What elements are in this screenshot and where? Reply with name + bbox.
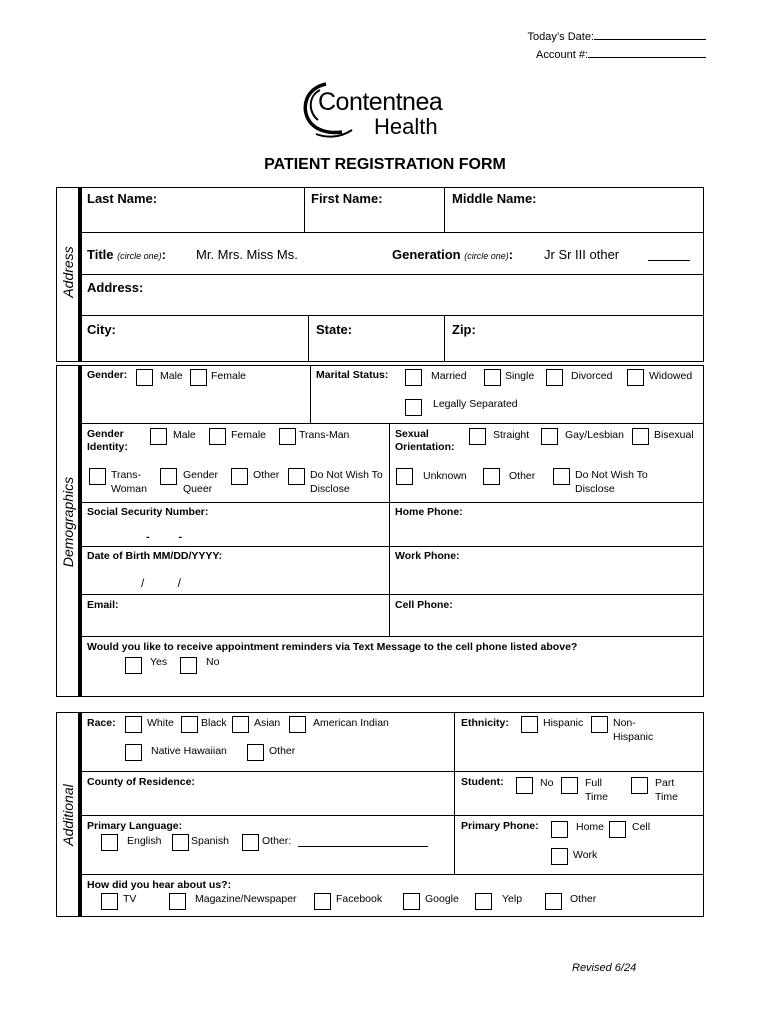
marital-widowed-checkbox[interactable]	[627, 369, 644, 386]
orientation-gay-lesbian-checkbox[interactable]	[541, 428, 558, 445]
title-label: Title	[87, 247, 114, 262]
gender-identity-female-checkbox[interactable]	[209, 428, 226, 445]
race-american-indian-checkbox[interactable]	[289, 716, 306, 733]
marital-status-label: Marital Status:	[316, 369, 389, 381]
orientation-other-checkbox[interactable]	[483, 468, 500, 485]
orientation-straight-label: Straight	[493, 429, 530, 441]
text-reminder-yes-label: Yes	[150, 656, 168, 668]
orientation-gay-lesbian-label: Gay/Lesbian	[565, 429, 624, 441]
gender-identity-trans-man-checkbox[interactable]	[279, 428, 296, 445]
gender-identity-other-checkbox[interactable]	[231, 468, 248, 485]
gender-identity-gender-queer-checkbox[interactable]	[160, 468, 177, 485]
hear-about-us-label: How did you hear about us?:	[87, 879, 232, 891]
language-english-checkbox[interactable]	[101, 834, 118, 851]
gender-identity-male-checkbox[interactable]	[150, 428, 167, 445]
generation-label: Generation	[392, 247, 461, 262]
contentnea-health-logo	[296, 78, 456, 144]
race-asian-checkbox[interactable]	[232, 716, 249, 733]
revised-date: Revised 6/24	[572, 962, 637, 974]
primary-phone-work-checkbox[interactable]	[551, 848, 568, 865]
dob-field[interactable]: Date of Birth MM/DD/YYYY:	[87, 550, 223, 562]
marital-divorced-label: Divorced	[571, 370, 613, 382]
marital-married-label: Married	[431, 370, 467, 382]
orientation-unknown-checkbox[interactable]	[396, 468, 413, 485]
race-native-hawaiian-checkbox[interactable]	[125, 744, 142, 761]
ssn-field[interactable]: Social Security Number:	[87, 506, 209, 518]
hear-magazine-checkbox[interactable]	[169, 893, 186, 910]
demographics-side-label: Demographics	[60, 476, 76, 568]
language-other-checkbox[interactable]	[242, 834, 259, 851]
hear-google-label: Google	[425, 893, 459, 905]
marital-single-checkbox[interactable]	[484, 369, 501, 386]
hear-facebook-checkbox[interactable]	[314, 893, 331, 910]
hear-google-checkbox[interactable]	[403, 893, 420, 910]
gender-identity-label: Gender Identity:	[87, 428, 128, 453]
county-field[interactable]: County of Residence:	[87, 776, 195, 788]
race-asian-label: Asian	[254, 717, 281, 729]
text-reminder-question: Would you like to receive appointment reminders via Text Message to the cell phone listed above?	[87, 641, 578, 653]
gender-label: Gender:	[87, 369, 128, 381]
gender-identity-trans-woman-checkbox[interactable]	[89, 468, 106, 485]
text-reminder-yes-checkbox[interactable]	[125, 657, 142, 674]
home-phone-field[interactable]: Home Phone:	[395, 506, 463, 518]
title-circle-one: (circle one)	[117, 251, 162, 261]
title-field[interactable]: Title (circle one):	[87, 247, 166, 262]
ethnicity-hispanic-label: Hispanic	[543, 717, 584, 729]
race-white-checkbox[interactable]	[125, 716, 142, 733]
race-black-label: Black	[201, 717, 227, 729]
gender-identity-trans-man-label: Trans-Man	[299, 429, 350, 441]
primary-phone-cell-checkbox[interactable]	[609, 821, 626, 838]
work-phone-field[interactable]: Work Phone:	[395, 550, 460, 562]
student-part-time-checkbox[interactable]	[631, 777, 648, 794]
gender-identity-male-label: Male	[173, 429, 196, 441]
ssn-separators: - -	[146, 531, 183, 543]
hear-other-label: Other	[570, 893, 597, 905]
sexual-orientation-label: Sexual Orientation:	[395, 428, 455, 453]
gender-male-checkbox[interactable]	[136, 369, 153, 386]
race-native-hawaiian-label: Native Hawaiian	[151, 745, 227, 757]
orientation-bisexual-checkbox[interactable]	[632, 428, 649, 445]
race-other-checkbox[interactable]	[247, 744, 264, 761]
primary-language-label: Primary Language:	[87, 820, 183, 832]
account-number-blank[interactable]	[588, 46, 706, 58]
orientation-no-disclose-checkbox[interactable]	[553, 468, 570, 485]
student-label: Student:	[461, 776, 504, 788]
marital-single-label: Single	[505, 370, 535, 382]
student-full-time-label: Full Time	[585, 777, 608, 803]
generation-circle-one: (circle one)	[464, 251, 509, 261]
state-field[interactable]: State:	[316, 322, 353, 337]
cell-phone-field[interactable]: Cell Phone:	[395, 599, 453, 611]
race-american-indian-label: American Indian	[313, 717, 389, 729]
hear-tv-label: TV	[123, 893, 137, 905]
gender-identity-gender-queer-label: Gender Queer	[183, 469, 219, 495]
gender-female-label: Female	[211, 370, 247, 382]
student-no-checkbox[interactable]	[516, 777, 533, 794]
gender-identity-no-disclose-checkbox[interactable]	[288, 468, 305, 485]
text-reminder-no-label: No	[206, 656, 220, 668]
first-name-field[interactable]: First Name:	[311, 191, 383, 206]
gender-identity-no-disclose-label: Do Not Wish To Disclose	[310, 469, 383, 495]
primary-phone-cell-label: Cell	[632, 821, 651, 833]
todays-date-field[interactable]	[528, 28, 706, 46]
ethnicity-non-hispanic-checkbox[interactable]	[591, 716, 608, 733]
generation-options[interactable]: Jr Sr III other	[544, 247, 620, 262]
todays-date-label: Today’s Date:	[527, 31, 594, 43]
orientation-bisexual-label: Bisexual	[654, 429, 694, 441]
hear-facebook-label: Facebook	[336, 893, 383, 905]
ethnicity-non-hispanic-label: Non- Hispanic	[613, 717, 654, 743]
generation-field[interactable]: Generation (circle one):	[392, 247, 514, 262]
student-part-time-label: Part Time	[655, 777, 678, 803]
student-no-label: No	[540, 777, 554, 789]
language-english-label: English	[127, 835, 162, 847]
language-other-label: Other:	[262, 835, 292, 847]
hear-other-checkbox[interactable]	[545, 893, 562, 910]
race-other-label: Other	[269, 745, 296, 757]
primary-phone-work-label: Work	[573, 849, 598, 861]
hear-yelp-label: Yelp	[502, 893, 523, 905]
race-label: Race:	[87, 717, 116, 729]
gender-male-label: Male	[160, 370, 183, 382]
race-white-label: White	[147, 717, 174, 729]
title-options[interactable]: Mr. Mrs. Miss Ms.	[196, 247, 298, 262]
language-other-blank[interactable]	[298, 846, 428, 847]
gender-female-checkbox[interactable]	[190, 369, 207, 386]
marital-legally-separated-checkbox[interactable]	[405, 399, 422, 416]
language-spanish-checkbox[interactable]	[172, 834, 189, 851]
primary-phone-home-checkbox[interactable]	[551, 821, 568, 838]
text-reminder-no-checkbox[interactable]	[180, 657, 197, 674]
address-field[interactable]: Address:	[87, 280, 144, 295]
todays-date-blank[interactable]	[594, 28, 706, 40]
orientation-other-label: Other	[509, 470, 536, 482]
gender-identity-other-label: Other	[253, 469, 280, 481]
hear-tv-checkbox[interactable]	[101, 893, 118, 910]
language-spanish-label: Spanish	[191, 835, 229, 847]
address-side-label: Address	[60, 246, 76, 298]
gender-identity-trans-woman-label: Trans- Woman	[111, 469, 147, 495]
account-number-label: Account #:	[536, 49, 588, 61]
gender-identity-female-label: Female	[231, 429, 267, 441]
orientation-unknown-label: Unknown	[423, 470, 467, 482]
marital-married-checkbox[interactable]	[405, 369, 422, 386]
ethnicity-hispanic-checkbox[interactable]	[521, 716, 538, 733]
marital-widowed-label: Widowed	[649, 370, 693, 382]
logo-text-contentnea: Contentnea	[318, 88, 443, 116]
last-name-field[interactable]: Last Name:	[87, 191, 158, 206]
marital-legally-separated-label: Legally Separated	[433, 398, 518, 410]
generation-other-blank[interactable]	[648, 260, 690, 261]
hear-magazine-label: Magazine/Newspaper	[195, 893, 297, 905]
city-field[interactable]: City:	[87, 322, 116, 337]
ethnicity-label: Ethnicity:	[461, 717, 509, 729]
orientation-no-disclose-label: Do Not Wish To Disclose	[575, 469, 648, 495]
student-full-time-checkbox[interactable]	[561, 777, 578, 794]
form-title: PATIENT REGISTRATION FORM	[264, 156, 506, 173]
additional-side-label: Additional	[60, 784, 76, 846]
middle-name-field[interactable]: Middle Name:	[452, 191, 537, 206]
email-field[interactable]: Email:	[87, 599, 119, 611]
race-black-checkbox[interactable]	[181, 716, 198, 733]
logo-text-health: Health	[374, 114, 438, 139]
account-number-field[interactable]	[536, 46, 706, 64]
primary-phone-label: Primary Phone:	[461, 820, 539, 832]
orientation-straight-checkbox[interactable]	[469, 428, 486, 445]
primary-phone-home-label: Home	[576, 821, 605, 833]
marital-divorced-checkbox[interactable]	[546, 369, 563, 386]
zip-field[interactable]: Zip:	[452, 322, 476, 337]
dob-separators: / /	[141, 576, 182, 590]
hear-yelp-checkbox[interactable]	[475, 893, 492, 910]
